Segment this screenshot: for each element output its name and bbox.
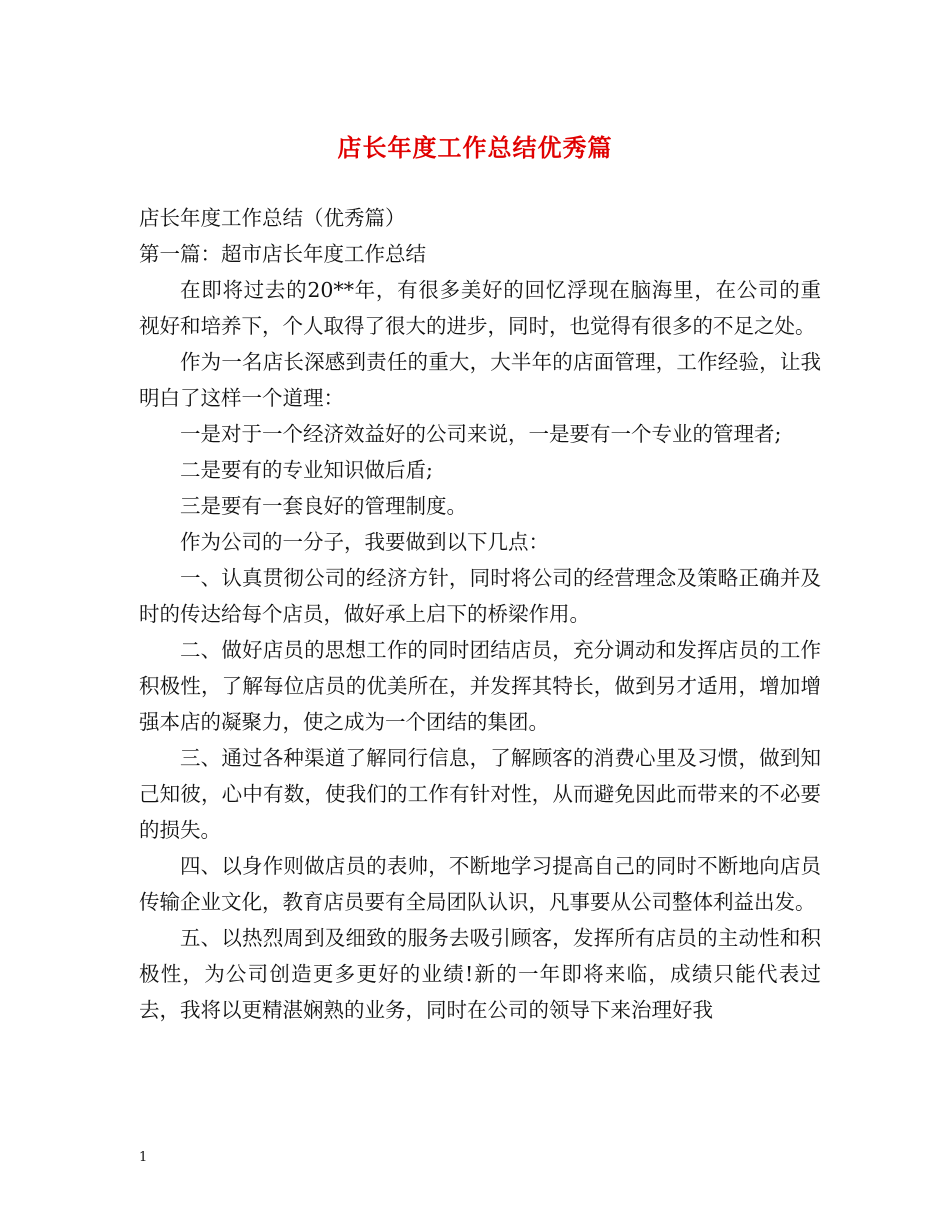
document-title: 店长年度工作总结优秀篇 xyxy=(337,133,613,162)
paragraph-3: 一是对于一个经济效益好的公司来说，一是要有一个专业的管理者; xyxy=(180,422,782,446)
paragraph-8: 二、做好店员的思想工作的同时团结店员，充分调动和发挥店员的工作积极性，了解每位店员的优美所在，并发挥其特长，做到另才适用，增加增强本店的凝聚力，使之成为一个团结的集团。 xyxy=(139,638,821,734)
paragraph-5: 三是要有一套良好的管理制度。 xyxy=(180,494,467,518)
paragraph-4: 二是要有的专业知识做后盾; xyxy=(180,458,433,482)
paragraph-2: 作为一名店长深感到责任的重大，大半年的店面管理，工作经验，让我明白了这样一个道理： xyxy=(139,350,821,410)
paragraph-1: 在即将过去的20**年，有很多美好的回忆浮现在脑海里，在公司的重视好和培养下，个人取得了很大的进步，同时，也觉得有很多的不足之处。 xyxy=(139,278,821,338)
paragraph-6: 作为公司的一分子，我要做到以下几点： xyxy=(180,530,549,554)
subtitle-line-2: 第一篇：超市店长年度工作总结 xyxy=(139,242,426,266)
page-number: 1 xyxy=(139,1150,148,1165)
subtitle-line-1: 店长年度工作总结（优秀篇） xyxy=(139,206,406,230)
paragraph-11: 五、以热烈周到及细致的服务去吸引顾客，发挥所有店员的主动性和积极性，为公司创造更多更好的业绩!新的一年即将来临，成绩只能代表过去，我将以更精湛娴熟的业务，同时在公司的领导下来治理好我 xyxy=(139,926,821,1022)
paragraph-9: 三、通过各种渠道了解同行信息，了解顾客的消费心里及习惯，做到知己知彼，心中有数，使我们的工作有针对性，从而避免因此而带来的不必要的损失。 xyxy=(139,746,821,842)
paragraph-10: 四、以身作则做店员的表帅，不断地学习提高自己的同时不断地向店员传输企业文化，教育店员要有全局团队认识，凡事要从公司整体利益出发。 xyxy=(139,854,821,914)
paragraph-7: 一、认真贯彻公司的经济方针，同时将公司的经营理念及策略正确并及时的传达给每个店员，做好承上启下的桥梁作用。 xyxy=(139,566,821,626)
document-body xyxy=(139,200,821,1028)
